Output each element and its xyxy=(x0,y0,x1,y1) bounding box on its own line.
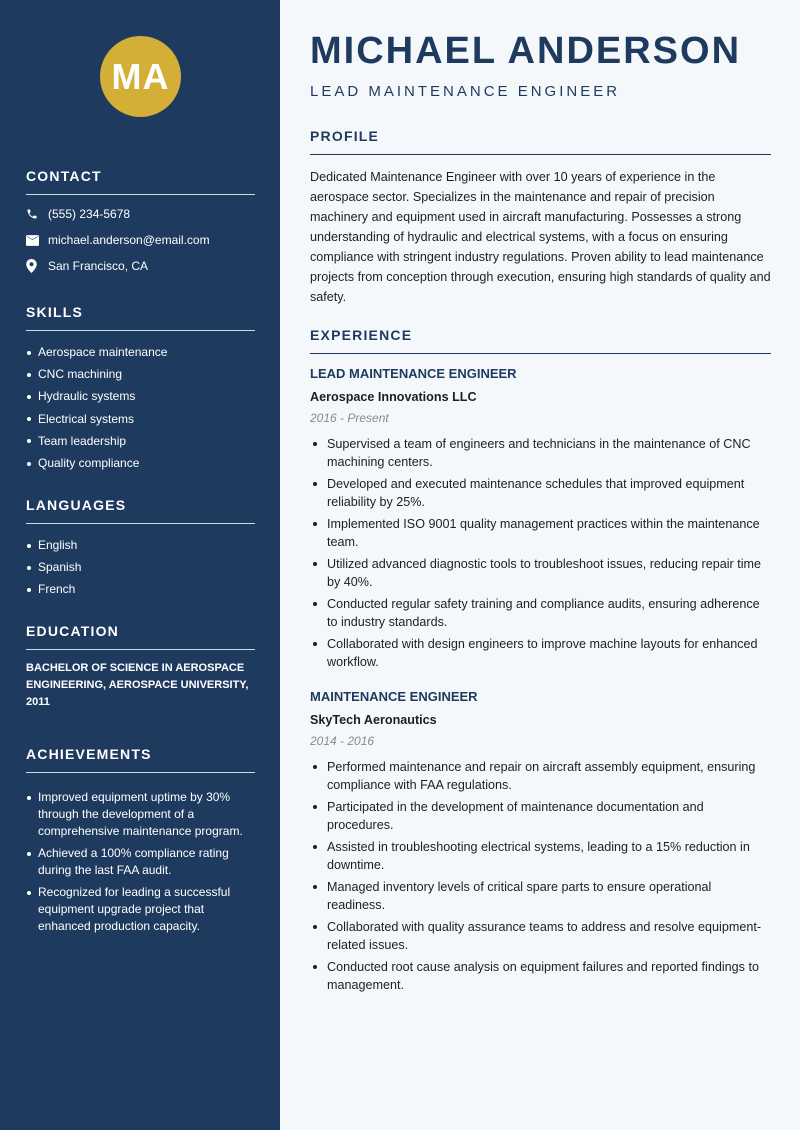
company-name: Aerospace Innovations LLC xyxy=(310,390,477,404)
responsibility-item: Assisted in troubleshooting electrical systems, leading to a 15% reduction in downtime. xyxy=(310,838,771,874)
email-text: michael.anderson@email.com xyxy=(48,233,210,247)
skill-item: Aerospace maintenance xyxy=(26,341,255,363)
profile-heading: PROFILE xyxy=(310,128,380,144)
achievement-item: Achieved a 100% compliance rating during the last FAA audit. xyxy=(26,845,255,879)
achievements-heading: ACHIEVEMENTS xyxy=(26,746,152,762)
section-divider xyxy=(26,523,255,524)
education-degree: BACHELOR OF SCIENCE IN AEROSPACE ENGINEERING, AEROSPACE UNIVERSITY, 2011 xyxy=(26,662,249,708)
experience-item xyxy=(310,366,771,675)
skills-section xyxy=(26,302,255,474)
responsibilities-list xyxy=(310,758,771,994)
skill-item: Electrical systems xyxy=(26,408,255,430)
role-title: MAINTENANCE ENGINEER xyxy=(310,689,478,704)
employment-dates: 2016 - Present xyxy=(310,411,389,425)
company-name: SkyTech Aeronautics xyxy=(310,713,437,727)
languages-heading: LANGUAGES xyxy=(26,497,127,513)
responsibility-item: Conducted root cause analysis on equipment failures and reported findings to management. xyxy=(310,958,771,994)
responsibility-item: Performed maintenance and repair on aircraft assembly equipment, ensuring compliance with FAA regulations. xyxy=(310,758,771,794)
avatar: MA xyxy=(100,36,181,117)
experience-heading: EXPERIENCE xyxy=(310,327,413,343)
language-item: Spanish xyxy=(26,556,255,578)
section-divider xyxy=(310,353,771,354)
language-item: English xyxy=(26,534,255,556)
sidebar xyxy=(0,0,280,1130)
responsibility-item: Collaborated with design engineers to improve machine layouts for enhanced workflow. xyxy=(310,635,771,671)
section-divider xyxy=(26,330,255,331)
section-divider xyxy=(26,649,255,650)
education-section xyxy=(26,621,255,711)
skills-heading: SKILLS xyxy=(26,304,83,320)
section-divider xyxy=(26,194,255,195)
experience-item xyxy=(310,689,771,998)
location-pin-icon xyxy=(26,259,48,273)
responsibility-item: Developed and executed maintenance schedules that improved equipment reliability by 25%. xyxy=(310,475,771,511)
achievements-list xyxy=(26,789,255,935)
mail-icon xyxy=(26,235,48,246)
employment-dates: 2014 - 2016 xyxy=(310,734,375,748)
contact-phone xyxy=(26,201,255,227)
phone-icon xyxy=(26,208,48,220)
responsibility-item: Managed inventory levels of critical spare parts to ensure operational readiness. xyxy=(310,878,771,914)
profile-section xyxy=(310,126,771,307)
responsibility-item: Supervised a team of engineers and technicians in the maintenance of CNC machining centers. xyxy=(310,435,771,471)
candidate-title: LEAD MAINTENANCE ENGINEER xyxy=(310,83,621,100)
skill-item: CNC machining xyxy=(26,363,255,385)
achievements-section xyxy=(26,744,255,940)
responsibility-item: Participated in the development of maintenance documentation and procedures. xyxy=(310,798,771,834)
phone-text: (555) 234-5678 xyxy=(48,207,131,221)
language-item: French xyxy=(26,578,255,600)
skill-item: Hydraulic systems xyxy=(26,385,255,407)
profile-text: Dedicated Maintenance Engineer with over 10 years of experience in the aerospace sector. Specializes in the maintenance and repair of precision machinery and equipment used in aircraft manufacturing. Possesses a strong understanding of hydraulic and electrical systems, with a focus on ensuring compliance with stringent industry regulations. Proven ability to lead maintenance projects from conception through execution, ensuring high standards of quality and safety. xyxy=(310,170,771,304)
section-divider xyxy=(310,154,771,155)
responsibility-item: Utilized advanced diagnostic tools to troubleshoot issues, reducing repair time by 40%. xyxy=(310,555,771,591)
responsibilities-list xyxy=(310,435,771,671)
achievement-item: Improved equipment uptime by 30% through the development of a comprehensive maintenance program. xyxy=(26,789,255,840)
responsibility-item: Conducted regular safety training and compliance audits, ensuring adherence to industry standards. xyxy=(310,595,771,631)
skill-item: Team leadership xyxy=(26,430,255,452)
responsibility-item: Implemented ISO 9001 quality management practices within the maintenance team. xyxy=(310,515,771,551)
location-text: San Francisco, CA xyxy=(48,259,149,273)
contact-heading: CONTACT xyxy=(26,168,102,184)
languages-section xyxy=(26,495,255,601)
languages-list xyxy=(26,534,255,601)
responsibility-item: Collaborated with quality assurance teams to address and resolve equipment-related issues. xyxy=(310,918,771,954)
role-title: LEAD MAINTENANCE ENGINEER xyxy=(310,366,517,381)
contact-location xyxy=(26,253,255,279)
skill-item: Quality compliance xyxy=(26,452,255,474)
contact-email xyxy=(26,227,255,253)
achievement-item: Recognized for leading a successful equipment upgrade project that enhanced production capacity. xyxy=(26,884,255,935)
education-heading: EDUCATION xyxy=(26,623,119,639)
skills-list xyxy=(26,341,255,474)
candidate-name: MICHAEL ANDERSON xyxy=(310,30,742,72)
contact-section xyxy=(26,166,255,279)
experience-section xyxy=(310,325,771,354)
section-divider xyxy=(26,772,255,773)
